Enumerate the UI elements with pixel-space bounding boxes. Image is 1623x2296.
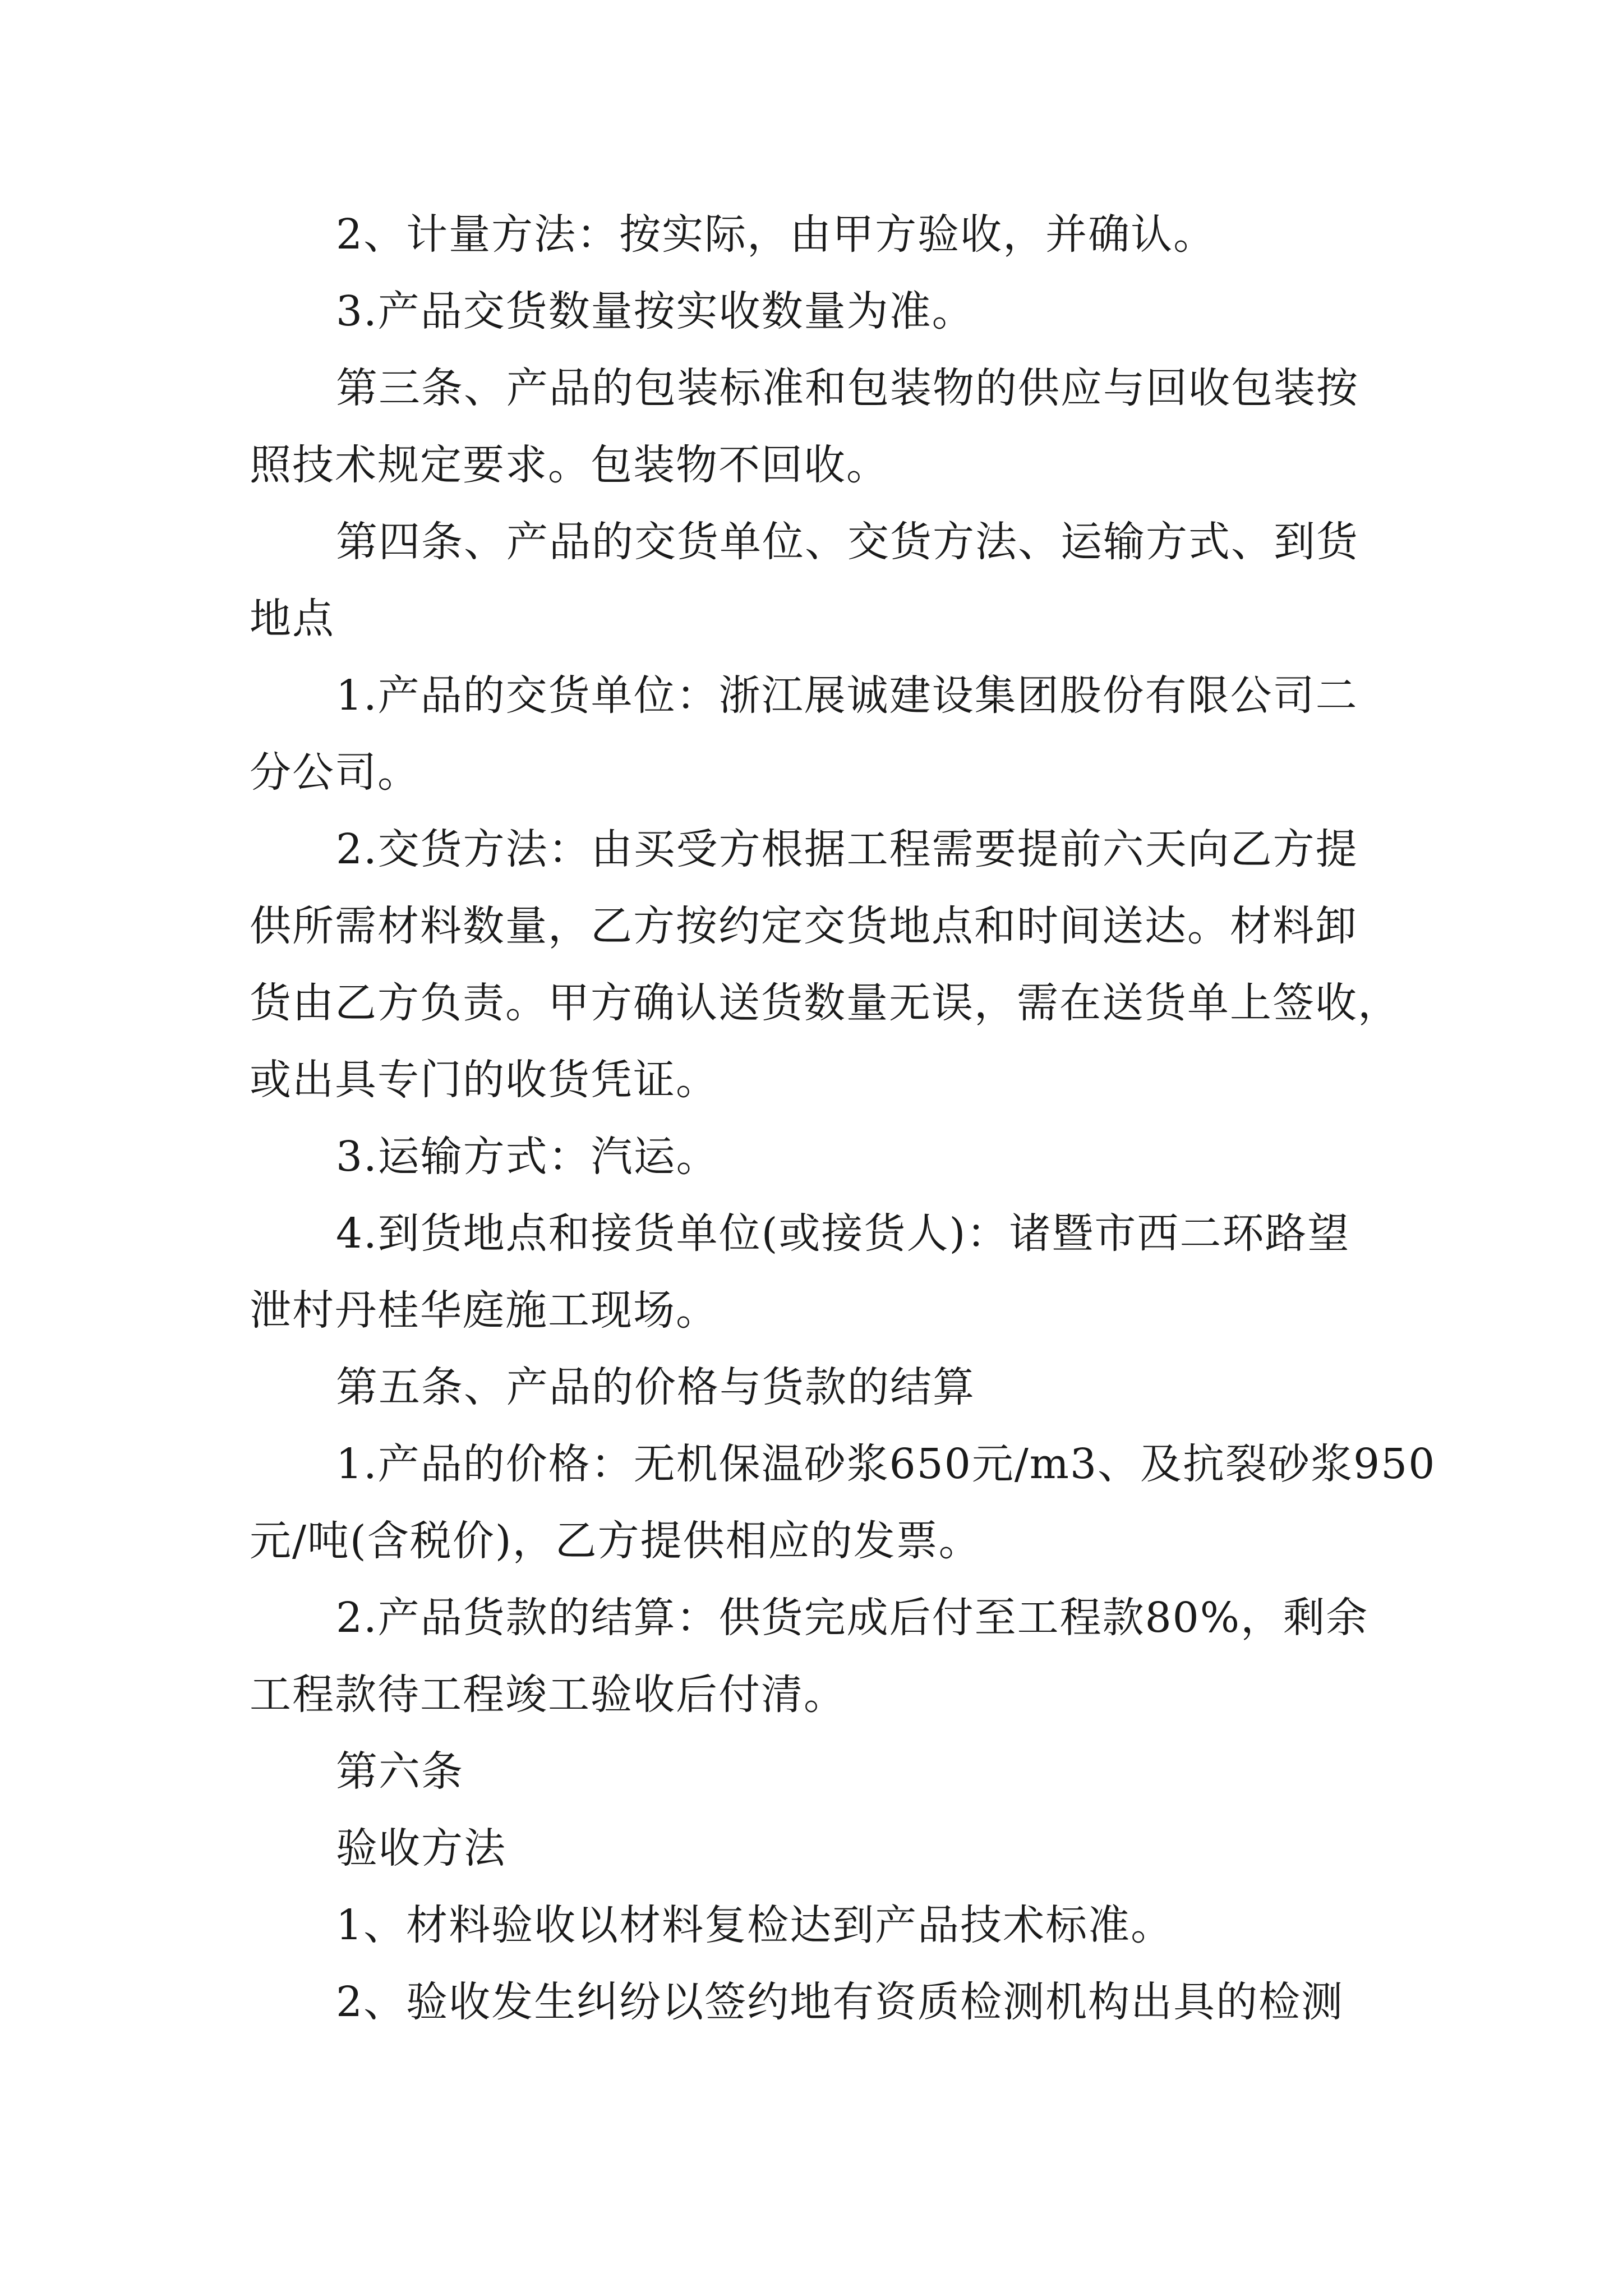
text-line: 或出具专门的收货凭证。 <box>250 1056 718 1104</box>
text-line: 验收方法 <box>336 1824 506 1872</box>
text-line: 1、材料验收以材料复检达到产品技术标准。 <box>336 1901 1174 1949</box>
text-line: 3.产品交货数量按实收数量为准。 <box>336 287 975 335</box>
text-line: 2、验收发生纠纷以签约地有资质检测机构出具的检测 <box>336 1978 1344 2026</box>
text-line: 泄村丹桂华庭施工现场。 <box>250 1286 718 1335</box>
text-line: 2.交货方法：由买受方根据工程需要提前六天向乙方提 <box>336 825 1358 873</box>
text-line: 第三条、产品的包装标准和包装物的供应与回收包装按 <box>336 364 1359 412</box>
text-line: 2.产品货款的结算：供货完成后付至工程款80%，剩余 <box>336 1594 1369 1642</box>
text-line: 元/吨(含税价)，乙方提供相应的发票。 <box>250 1517 981 1565</box>
text-line: 4.到货地点和接货单位(或接货人)：诸暨市西二环路望 <box>336 1209 1350 1258</box>
text-line: 1.产品的价格：无机保温砂浆650元/m3、及抗裂砂浆950 <box>336 1440 1436 1488</box>
text-line: 第五条、产品的价格与货款的结算 <box>336 1363 975 1411</box>
text-line: 分公司。 <box>250 748 420 797</box>
text-line: 工程款待工程竣工验收后付清。 <box>250 1671 846 1719</box>
text-line: 第四条、产品的交货单位、交货方法、运输方式、到货 <box>336 518 1359 566</box>
text-line: 3.运输方式：汽运。 <box>336 1133 719 1181</box>
text-line: 货由乙方负责。甲方确认送货数量无误，需在送货单上签收， <box>250 979 1400 1027</box>
text-line: 供所需材料数量，乙方按约定交货地点和时间送达。材料卸 <box>250 902 1358 950</box>
text-line: 2、计量方法：按实际，由甲方验收，并确认。 <box>336 210 1216 259</box>
text-line: 地点 <box>250 595 335 643</box>
text-line: 照技术规定要求。包装物不回收。 <box>250 441 889 489</box>
text-line: 1.产品的交货单位：浙江展诚建设集团股份有限公司二 <box>336 671 1358 720</box>
text-line: 第六条 <box>336 1747 464 1796</box>
document-body <box>250 196 1436 2041</box>
